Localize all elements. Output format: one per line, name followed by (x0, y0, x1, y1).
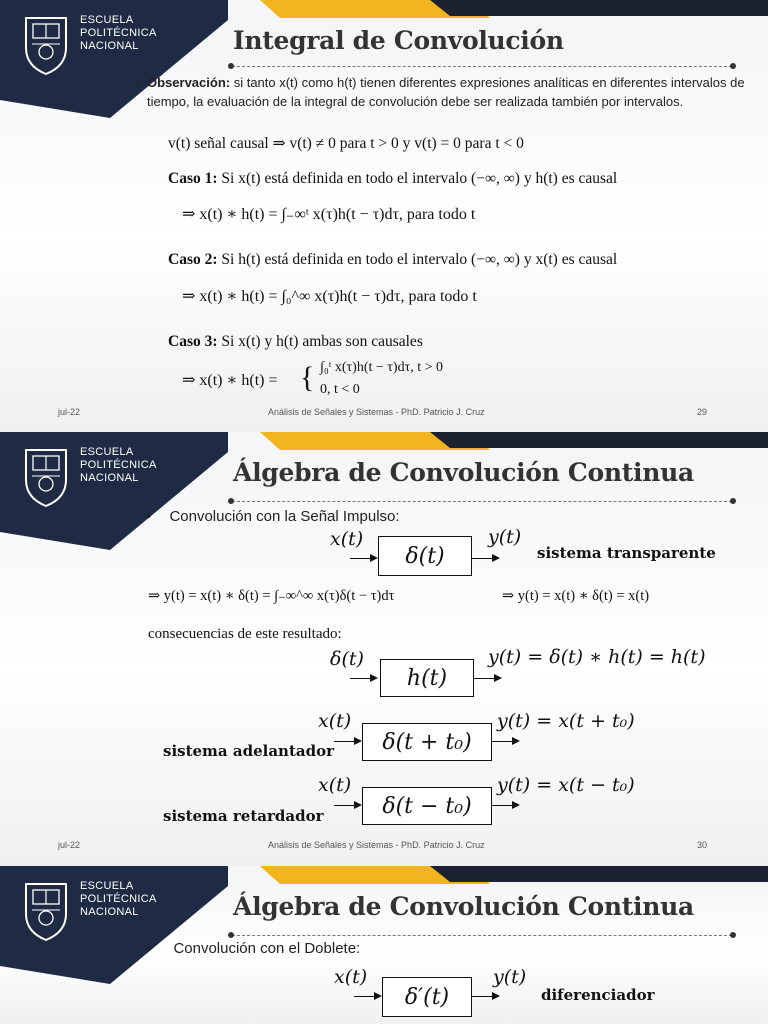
diagram1-input-label: x(t) (330, 528, 364, 550)
slide-29 (0, 0, 768, 432)
consequences-text: consecuencias de este resultado: (148, 626, 342, 642)
case3-statement: Caso 3: Si x(t) y h(t) ambas son causales (168, 333, 423, 350)
diagram3-output-label: y(t) = x(t + t₀) (497, 710, 635, 732)
case3-equation-lhs: ⇒ x(t) ∗ h(t) = (182, 372, 278, 389)
institution-name: ESCUELA POLITÉCNICA NACIONAL (80, 880, 157, 918)
diagram1-block: δ′(t) (382, 977, 472, 1017)
title-divider (232, 66, 732, 67)
slide-title: Álgebra de Convolución Continua (233, 892, 694, 921)
footer-date: jul-22 (58, 840, 81, 850)
case1-statement: Caso 1: Si x(t) está definida en todo el intervalo (−∞, ∞) y h(t) es causal (168, 170, 618, 187)
diagram2-output-label: y(t) = δ(t) ∗ h(t) = h(t) (488, 646, 706, 668)
diagram4-output-label: y(t) = x(t − t₀) (497, 774, 635, 796)
bullet-icon: • (146, 508, 152, 525)
title-divider (232, 935, 732, 936)
case3-row1: ∫₀ᵗ x(τ)h(t − τ)dτ, t > 0 (320, 360, 443, 375)
case2-statement: Caso 2: Si h(t) está definida en todo el intervalo (−∞, ∞) y x(t) es causal (168, 251, 618, 268)
observation-text: si tanto x(t) como h(t) tienen diferentes expresiones analíticas en diferentes intervalos de tiempo, la evaluación de la integral de convolución debe ser realizada también por intervalos. (147, 75, 745, 109)
slide-31 (0, 866, 768, 1024)
bullet-icon: • (146, 940, 152, 957)
impulse-convolution-result: ⇒ y(t) = x(t) ∗ δ(t) = x(t) (502, 588, 650, 604)
institution-name: ESCUELA POLITÉCNICA NACIONAL (80, 14, 157, 52)
institution-shield-icon (22, 880, 70, 942)
diagram4-output-arrow (492, 805, 518, 806)
diagram1-output-arrow (472, 996, 498, 997)
diagram1-caption: diferenciador (541, 986, 655, 1004)
case2-equation: ⇒ x(t) ∗ h(t) = ∫₀^∞ x(τ)h(t − τ)dτ, para todo t (182, 288, 477, 305)
diagram3-caption: sistema adelantador (163, 742, 334, 760)
diagram3-output-arrow (492, 741, 518, 742)
footer-course: Análisis de Señales y Sistemas - PhD. Patricio J. Cruz (268, 840, 485, 850)
impulse-bullet: • Convolución con la Señal Impulso: (146, 508, 400, 525)
slide-30 (0, 432, 768, 866)
case3-brace: { (300, 361, 315, 394)
case3-row2: 0, t < 0 (320, 382, 360, 397)
causal-definition: v(t) señal causal ⇒ v(t) ≠ 0 para t > 0 y v(t) = 0 para t < 0 (168, 135, 524, 152)
diagram2-input-label: δ(t) (330, 648, 364, 670)
footer-page-number: 30 (697, 840, 708, 850)
diagram1-output-label: y(t) (493, 966, 527, 988)
diagram2-input-arrow (350, 678, 376, 679)
case1-equation: ⇒ x(t) ∗ h(t) = ∫₋∞ᵗ x(τ)h(t − τ)dτ, para todo t (182, 206, 476, 223)
diagram4-input-arrow (334, 805, 360, 806)
doublet-bullet: • Convolución con el Doblete: (146, 940, 361, 957)
diagram1-output-arrow (472, 558, 498, 559)
footer-page-number: 29 (697, 407, 708, 417)
diagram4-input-label: x(t) (318, 774, 352, 796)
diagram1-output-label: y(t) (488, 526, 522, 548)
diagram3-block: δ(t + t₀) (362, 723, 492, 761)
diagram2-output-arrow (474, 678, 500, 679)
diagram1-caption: sistema transparente (537, 544, 716, 562)
institution-shield-icon (22, 446, 70, 508)
observation-label: Observación: (147, 75, 231, 90)
diagram4-caption: sistema retardador (163, 807, 324, 825)
title-divider (232, 501, 732, 502)
diagram1-block: δ(t) (378, 536, 472, 576)
diagram3-input-label: x(t) (318, 710, 352, 732)
footer-date: jul-22 (58, 407, 81, 417)
impulse-convolution-equation: ⇒ y(t) = x(t) ∗ δ(t) = ∫₋∞^∞ x(τ)δ(t − τ)dτ (148, 588, 395, 604)
diagram2-block: h(t) (380, 659, 474, 697)
diagram1-input-label: x(t) (334, 966, 368, 988)
diagram1-input-arrow (350, 558, 376, 559)
institution-shield-icon (22, 14, 70, 76)
slide-title: Álgebra de Convolución Continua (233, 458, 694, 487)
observation-bullet (135, 73, 747, 111)
slide-title: Integral de Convolución (233, 26, 564, 55)
diagram3-input-arrow (334, 741, 360, 742)
footer-course: Análisis de Señales y Sistemas - PhD. Patricio J. Cruz (268, 407, 485, 417)
diagram1-input-arrow (354, 996, 380, 997)
diagram4-block: δ(t − t₀) (362, 787, 492, 825)
bullet-icon: • (135, 75, 140, 90)
institution-name: ESCUELA POLITÉCNICA NACIONAL (80, 446, 157, 484)
